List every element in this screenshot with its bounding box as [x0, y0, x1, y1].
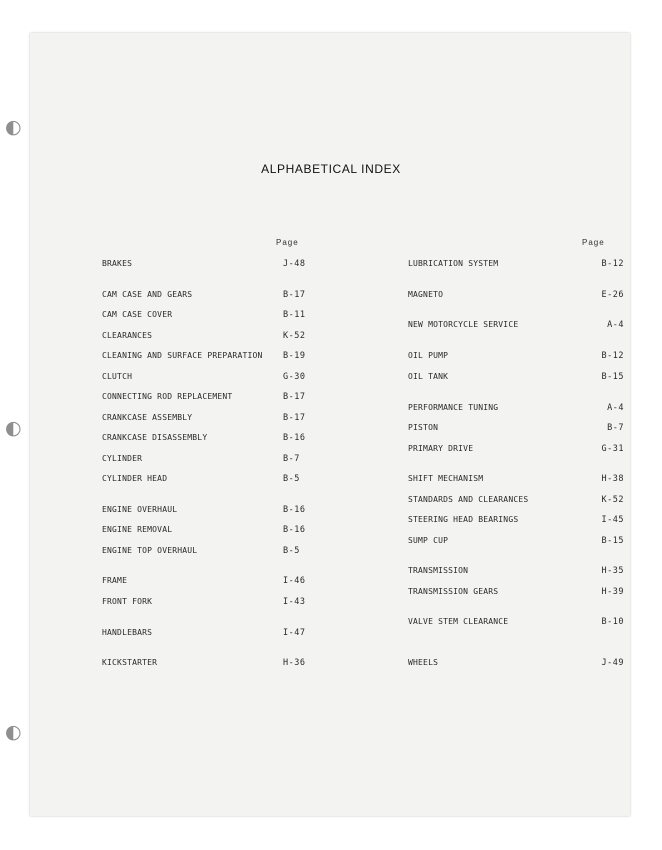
index-entry-label: TRANSMISSION: [408, 566, 469, 575]
index-entry-label: CAM CASE COVER: [102, 310, 173, 319]
index-entry-label: NEW MOTORCYCLE SERVICE: [408, 320, 519, 329]
index-entry-label: ENGINE REMOVAL: [102, 525, 173, 534]
page-title: ALPHABETICAL INDEX: [261, 162, 401, 176]
index-entry-page: B-7: [607, 423, 624, 433]
index-entry-page: G-30: [283, 372, 306, 382]
index-entry-label: KICKSTARTER: [102, 658, 158, 667]
index-entry-page: H-38: [601, 474, 624, 484]
left-page-column-header: Page: [276, 238, 299, 247]
index-entry-label: OIL TANK: [408, 372, 449, 381]
index-entry-label: ENGINE TOP OVERHAUL: [102, 546, 198, 555]
index-entry-label: PISTON: [408, 423, 439, 432]
index-entry-page: B-16: [283, 525, 306, 535]
index-entry-page: H-36: [283, 658, 306, 668]
index-entry-page: B-10: [601, 617, 624, 627]
document-page: [30, 33, 630, 816]
index-entry-page: A-4: [607, 320, 624, 330]
index-entry-label: CLEANING AND SURFACE PREPARATION: [102, 351, 263, 360]
index-entry-page: B-5: [283, 546, 300, 556]
index-entry-label: PRIMARY DRIVE: [408, 444, 474, 453]
index-entry-label: BRAKES: [102, 259, 133, 268]
index-entry-page: B-16: [283, 505, 306, 515]
index-entry-label: PERFORMANCE TUNING: [408, 403, 499, 412]
index-entry-label: LUBRICATION SYSTEM: [408, 259, 499, 268]
index-entry-page: K-52: [601, 495, 624, 505]
binder-hole-icon: ◐: [5, 417, 22, 439]
index-entry-page: I-45: [601, 515, 624, 525]
index-entry-page: I-46: [283, 576, 306, 586]
index-entry-page: H-39: [601, 587, 624, 597]
index-entry-label: CYLINDER HEAD: [102, 474, 168, 483]
index-entry-label: ENGINE OVERHAUL: [102, 505, 178, 514]
index-entry-page: B-17: [283, 392, 306, 402]
index-entry-page: I-47: [283, 628, 306, 638]
index-entry-label: CRANKCASE DISASSEMBLY: [102, 433, 208, 442]
index-entry-page: B-12: [601, 351, 624, 361]
index-entry-page: G-31: [601, 444, 624, 454]
index-entry-page: B-11: [283, 310, 306, 320]
index-entry-label: CLUTCH: [102, 372, 133, 381]
index-entry-page: B-15: [601, 536, 624, 546]
index-entry-label: STANDARDS AND CLEARANCES: [408, 495, 529, 504]
index-entry-page: J-49: [601, 658, 624, 668]
index-entry-page: B-15: [601, 372, 624, 382]
index-entry-page: E-26: [601, 290, 624, 300]
index-entry-page: I-43: [283, 597, 306, 607]
index-entry-label: SUMP CUP: [408, 536, 449, 545]
index-entry-page: B-19: [283, 351, 306, 361]
index-entry-page: B-5: [283, 474, 300, 484]
binder-hole-icon: ◐: [5, 721, 22, 743]
index-entry-label: HANDLEBARS: [102, 628, 153, 637]
binder-hole-icon: ◐: [5, 116, 22, 138]
index-entry-page: K-52: [283, 331, 306, 341]
index-entry-page: B-7: [283, 454, 300, 464]
right-page-column-header: Page: [582, 238, 605, 247]
index-entry-label: MAGNETO: [408, 290, 444, 299]
index-entry-label: OIL PUMP: [408, 351, 449, 360]
index-entry-label: VALVE STEM CLEARANCE: [408, 617, 509, 626]
index-entry-label: WHEELS: [408, 658, 439, 667]
index-entry-label: CAM CASE AND GEARS: [102, 290, 193, 299]
index-entry-label: FRONT FORK: [102, 597, 153, 606]
index-entry-label: TRANSMISSION GEARS: [408, 587, 499, 596]
index-entry-page: J-48: [283, 259, 306, 269]
index-entry-page: A-4: [607, 403, 624, 413]
index-entry-page: B-16: [283, 433, 306, 443]
index-entry-label: CONNECTING ROD REPLACEMENT: [102, 392, 233, 401]
index-entry-label: CRANKCASE ASSEMBLY: [102, 413, 193, 422]
index-entry-label: STEERING HEAD BEARINGS: [408, 515, 519, 524]
index-entry-label: FRAME: [102, 576, 128, 585]
index-entry-label: CYLINDER: [102, 454, 143, 463]
index-entry-page: B-17: [283, 290, 306, 300]
index-entry-page: B-12: [601, 259, 624, 269]
index-entry-page: H-35: [601, 566, 624, 576]
index-entry-page: B-17: [283, 413, 306, 423]
index-entry-label: CLEARANCES: [102, 331, 153, 340]
index-entry-label: SHIFT MECHANISM: [408, 474, 484, 483]
